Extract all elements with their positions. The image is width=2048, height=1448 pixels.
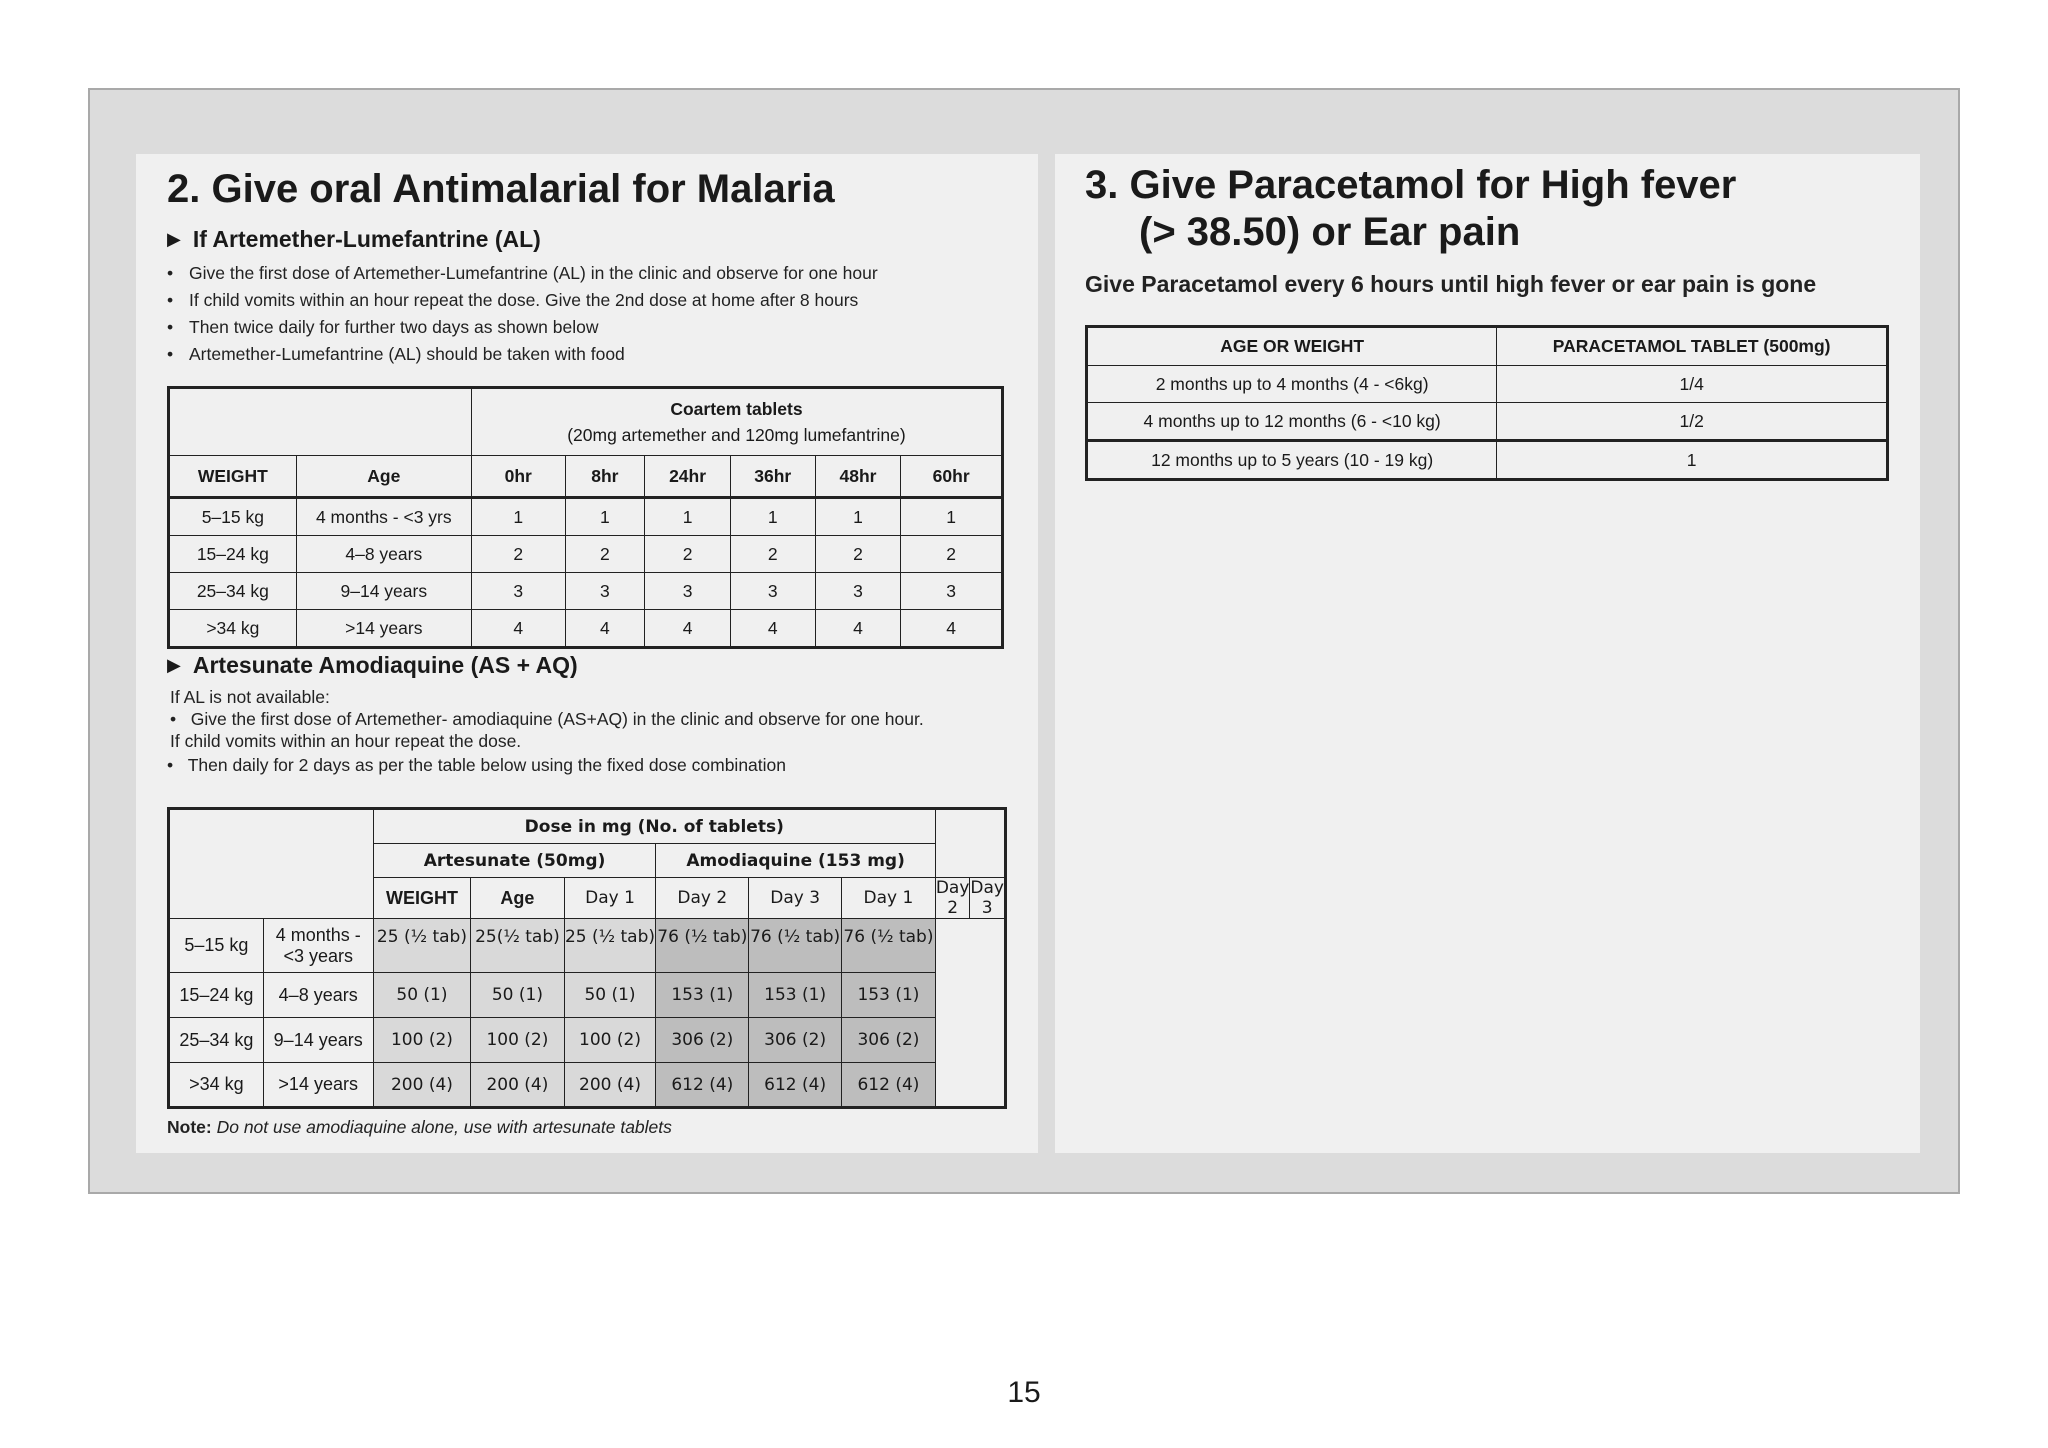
column-header: Age — [296, 456, 471, 498]
table-cell: 12 months up to 5 years (10 - 19 kg) — [1087, 441, 1497, 480]
table-row — [169, 1063, 1006, 1108]
table-cell: 4 — [645, 610, 731, 648]
table-cell: 3 — [730, 573, 815, 610]
table-cell: 4 — [901, 610, 1003, 648]
column-header: PARACETAMOL TABLET (500mg) — [1497, 327, 1888, 366]
table-cell: 2 — [815, 536, 901, 573]
table-cell: 100 (2) — [564, 1018, 656, 1063]
table-row — [169, 973, 1006, 1018]
table-row — [169, 919, 1006, 973]
table-cell: 50 (1) — [564, 973, 656, 1018]
table-cell: 200 (4) — [471, 1063, 564, 1108]
table-row — [169, 610, 1003, 648]
column-header: AGE OR WEIGHT — [1087, 327, 1497, 366]
column-header: WEIGHT — [373, 878, 471, 919]
asaq-heading-label: Artesunate Amodiaquine (AS + AQ) — [192, 652, 578, 678]
list-item: • Artemether-Lumefantrine (AL) should be taken with food — [167, 344, 625, 364]
table-cell: 153 (1) — [749, 973, 842, 1018]
al-heading — [167, 226, 541, 253]
coartem-table-title: Coartem tablets (20mg artemether and 120mg lumefantrine) — [471, 388, 1002, 456]
table-cell: 76 (½ tab) — [842, 919, 936, 973]
table-cell: 1 — [1497, 441, 1888, 480]
note-label: Note: — [167, 1117, 212, 1137]
table-cell: 200 (4) — [564, 1063, 656, 1108]
table-cell: 5–15 kg — [169, 498, 297, 536]
table-cell: 25(½ tab) — [471, 919, 564, 973]
column-header: Day 3 — [970, 878, 1004, 918]
table-cell: 2 — [730, 536, 815, 573]
table-cell: 1 — [730, 498, 815, 536]
column-header: Day 1 — [842, 878, 936, 919]
artesunate-group-header: Artesunate (50mg) — [373, 844, 656, 878]
table-cell: 4 months up to 12 months (6 - <10 kg) — [1087, 403, 1497, 441]
table-cell: 9–14 years — [263, 1018, 373, 1063]
column-header: Day 2 — [656, 878, 749, 919]
table-cell: 76 (½ tab) — [656, 919, 749, 973]
table-cell: >14 years — [263, 1063, 373, 1108]
triangle-arrow-icon: ▶ — [167, 655, 181, 675]
table-cell: 9–14 years — [296, 573, 471, 610]
table-cell: 25 (½ tab) — [373, 919, 471, 973]
table-cell: 50 (1) — [471, 973, 564, 1018]
table-cell: 4 — [730, 610, 815, 648]
dose-table-title: Dose in mg (No. of tablets) — [373, 809, 935, 844]
table-cell: 50 (1) — [373, 973, 471, 1018]
table-cell: 3 — [471, 573, 565, 610]
paracetamol-section-title: 3. Give Paracetamol for High fever — [1085, 163, 1737, 207]
asaq-line-2: If child vomits within an hour repeat the dose. — [170, 731, 522, 751]
asaq-bullet-1: • Give the first dose of Artemether- amodiaquine (AS+AQ) in the clinic and observe for one hour. — [170, 709, 924, 729]
table-cell: 3 — [901, 573, 1003, 610]
table-row — [169, 573, 1003, 610]
page-number: 15 — [1007, 1376, 1041, 1409]
table-cell: 2 — [645, 536, 731, 573]
table-cell: 3 — [565, 573, 645, 610]
table-cell: 3 — [815, 573, 901, 610]
table-row — [169, 498, 1003, 536]
al-heading-label: If Artemether-Lumefantrine (AL) — [192, 226, 541, 252]
table-row — [169, 536, 1003, 573]
table-cell: 5–15 kg — [169, 919, 264, 973]
note-text: Do not use amodiaquine alone, use with artesunate tablets — [216, 1117, 672, 1137]
table-cell: 612 (4) — [656, 1063, 749, 1108]
table-cell: 2 — [901, 536, 1003, 573]
column-header: 8hr — [565, 456, 645, 498]
artesunate-amodiaquine-dose-table — [167, 807, 1007, 1109]
table-cell: 1/4 — [1497, 366, 1888, 403]
table-cell: 4 — [565, 610, 645, 648]
table-cell: 100 (2) — [373, 1018, 471, 1063]
column-header: Day 3 — [749, 878, 842, 919]
coartem-dosage-table — [167, 386, 1004, 649]
list-item: • If child vomits within an hour repeat the dose. Give the 2nd dose at home after 8 hours — [167, 290, 859, 310]
paracetamol-dosage-table — [1085, 325, 1889, 481]
table-cell: 76 (½ tab) — [749, 919, 842, 973]
table-cell: 612 (4) — [842, 1063, 936, 1108]
table-cell: 4–8 years — [263, 973, 373, 1018]
malaria-section-title: 2. Give oral Antimalarial for Malaria — [167, 167, 835, 211]
table-cell: 100 (2) — [471, 1018, 564, 1063]
table-cell: 15–24 kg — [169, 973, 264, 1018]
table-cell: >34 kg — [169, 610, 297, 648]
column-header: 48hr — [815, 456, 901, 498]
table-header-row — [1087, 327, 1888, 366]
column-header: Day 2 — [935, 878, 970, 918]
amodiaquine-group-header: Amodiaquine (153 mg) — [656, 844, 935, 878]
table-cell: 1/2 — [1497, 403, 1888, 441]
table-cell: 25–34 kg — [169, 573, 297, 610]
column-header: 60hr — [901, 456, 1003, 498]
table-cell: 4–8 years — [296, 536, 471, 573]
paracetamol-section-title-line2: (> 38.50) or Ear pain — [1139, 210, 1521, 254]
column-header: Day 1 — [564, 878, 656, 919]
table-row — [1087, 403, 1888, 441]
table-cell: 1 — [815, 498, 901, 536]
table-cell: 2 — [565, 536, 645, 573]
table-cell: 1 — [645, 498, 731, 536]
table-row — [1087, 366, 1888, 403]
table-cell: 4 months - <3 years — [263, 919, 373, 973]
table-cell: 25–34 kg — [169, 1018, 264, 1063]
column-header: WEIGHT — [169, 456, 297, 498]
table-cell: 4 — [815, 610, 901, 648]
paracetamol-panel — [1055, 154, 1920, 1153]
table-cell: 15–24 kg — [169, 536, 297, 573]
table-cell: 4 — [471, 610, 565, 648]
table-blank-cell — [169, 809, 374, 919]
table-blank-cell — [169, 388, 472, 456]
table-cell: 612 (4) — [749, 1063, 842, 1108]
column-header: Age — [471, 878, 564, 919]
asaq-intro: If AL is not available: — [170, 687, 330, 707]
table-cell: 1 — [471, 498, 565, 536]
paracetamol-subtitle: Give Paracetamol every 6 hours until high fever or ear pain is gone — [1085, 271, 1817, 297]
al-bullet-list — [167, 260, 878, 368]
table-cell: 4 months - <3 yrs — [296, 498, 471, 536]
column-header: 24hr — [645, 456, 731, 498]
table-cell: 1 — [565, 498, 645, 536]
table-cell: 2 months up to 4 months (4 - <6kg) — [1087, 366, 1497, 403]
list-item: • Then twice daily for further two days as shown below — [167, 317, 599, 337]
table-header-row — [169, 456, 1003, 498]
table-cell: 200 (4) — [373, 1063, 471, 1108]
table-cell: 2 — [471, 536, 565, 573]
asaq-bullet-2: • Then daily for 2 days as per the table below using the fixed dose combination — [167, 755, 786, 775]
table-cell: 306 (2) — [842, 1018, 936, 1063]
list-item: • Give the first dose of Artemether-Lumefantrine (AL) in the clinic and observe for one hour — [167, 263, 878, 283]
table-cell: 306 (2) — [656, 1018, 749, 1063]
table-row — [1087, 441, 1888, 480]
table-cell: 25 (½ tab) — [564, 919, 656, 973]
table-cell: >14 years — [296, 610, 471, 648]
table-cell: 153 (1) — [656, 973, 749, 1018]
table-cell: 153 (1) — [842, 973, 936, 1018]
note — [167, 1116, 672, 1138]
table-cell: >34 kg — [169, 1063, 264, 1108]
column-header: 36hr — [730, 456, 815, 498]
table-row — [169, 1018, 1006, 1063]
table-cell: 306 (2) — [749, 1018, 842, 1063]
table-cell: 3 — [645, 573, 731, 610]
table-cell: 1 — [901, 498, 1003, 536]
column-header: 0hr — [471, 456, 565, 498]
triangle-arrow-icon: ▶ — [167, 229, 181, 249]
asaq-heading — [167, 652, 578, 679]
